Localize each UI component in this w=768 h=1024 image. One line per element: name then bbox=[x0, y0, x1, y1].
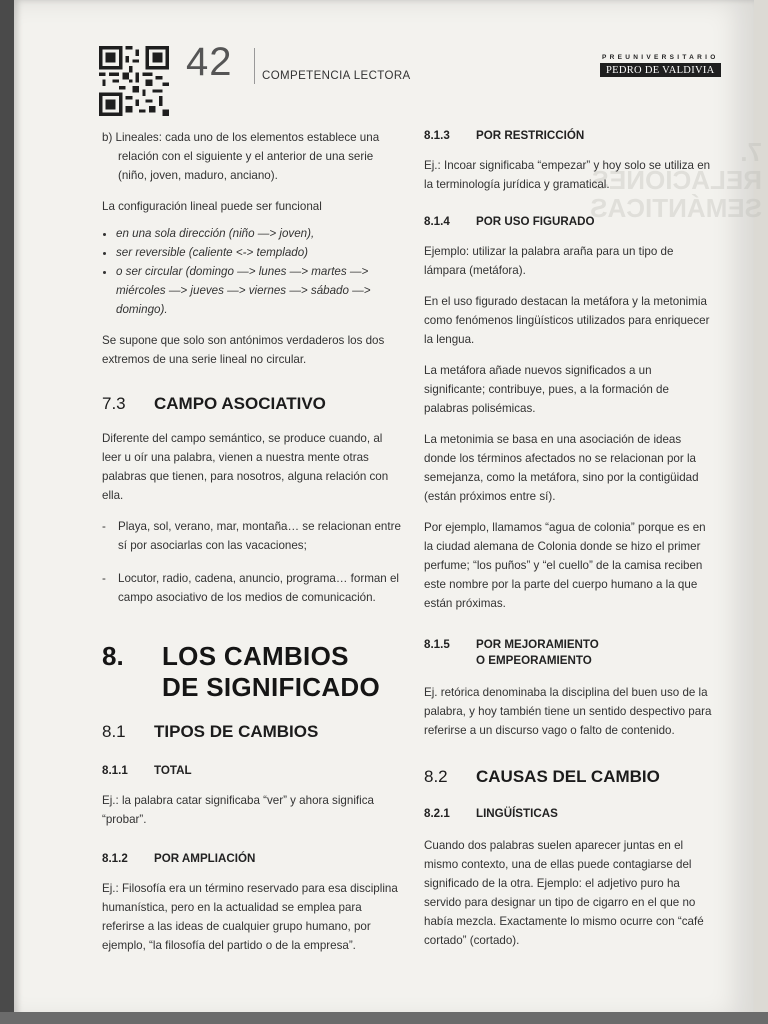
section-8-2-heading bbox=[424, 766, 714, 788]
brand-logo: PEDRO DE VALDIVIA bbox=[600, 63, 721, 77]
book-page bbox=[14, 0, 762, 1020]
mejoramiento-example: Ej. retórica denominaba la disciplina del buen uso de la palabra, y hoy también tiene un sentido despectivo para referirse a un discurso vago o falto de contenido. bbox=[424, 686, 712, 737]
chapter-number: 8. bbox=[102, 641, 124, 671]
page-number: 42 bbox=[186, 40, 233, 84]
header-divider bbox=[254, 48, 255, 84]
chapter-title bbox=[162, 641, 380, 703]
subsection-8-1-2-heading bbox=[102, 851, 404, 867]
subsection-number: 8.1.5 bbox=[424, 638, 450, 651]
section-number: 8.2 bbox=[424, 767, 448, 786]
brand-tagline: PREUNIVERSITARIO bbox=[602, 54, 719, 61]
campo-asociativo-list bbox=[102, 517, 404, 607]
subsection-title: POR RESTRICCIÓN bbox=[476, 129, 585, 142]
show-through-text: 7. RELACIONES SEMÁNTICAS bbox=[590, 137, 762, 223]
config-bullet-list bbox=[102, 224, 404, 319]
section-title: CAUSAS DEL CAMBIO bbox=[476, 767, 660, 786]
list-item: - Locutor, radio, cadena, anuncio, programa… forman el campo asociativo de los medios de comunicación. bbox=[102, 569, 404, 607]
list-item: • ser reversible (caliente <-> templado) bbox=[116, 243, 404, 262]
subsection-8-2-1-heading bbox=[424, 806, 714, 822]
colonia-paragraph: Por ejemplo, llamamos “agua de colonia” porque es en la ciudad alemana de Colonia donde se hizo el primer perfume; “los puños” y “el cuello” de la camisa reciben este nombre por la parte del cuerpo humano a la que están próximas. bbox=[424, 521, 706, 610]
subsection-title: POR USO FIGURADO bbox=[476, 215, 595, 228]
antonimos-paragraph: Se supone que solo son antónimos verdaderos los dos extremos de una serie lineal no circular. bbox=[102, 334, 385, 366]
linguisticas-paragraph: Cuando dos palabras suelen aparecer juntas en el mismo contexto, una de ellas puede contagiarse del significado de la otra. Ejemplo: el adjetivo puro ha servido para designar un tipo de cigarro en el que no había mezcla. Exactamente lo mismo ocurre con “café cortado” (cortado). bbox=[424, 839, 704, 947]
total-example: Ej.: la palabra catar significaba “ver” y ahora significa “probar”. bbox=[102, 794, 374, 826]
section-7-3-heading bbox=[102, 393, 404, 415]
subsection-number: 8.1.1 bbox=[102, 764, 128, 777]
section-8-1-heading bbox=[102, 721, 404, 743]
subsection-number: 8.2.1 bbox=[424, 807, 450, 820]
metonimia-paragraph: La metonimia se basa en una asociación de ideas donde los términos afectados no se relacionan por la semejanza, como la metáfora, sino por la contigüidad (están próximos entre sí). bbox=[424, 433, 699, 503]
subsection-title bbox=[476, 637, 599, 669]
subsection-title-line-2: O EMPEORAMIENTO bbox=[476, 654, 592, 667]
restriccion-example: Ej.: Incoar significaba “empezar” y hoy solo se utiliza en la terminología jurídica y gramatical. bbox=[424, 159, 711, 191]
qr-code-icon bbox=[96, 46, 172, 116]
subsection-title: LINGÜÍSTICAS bbox=[476, 807, 558, 820]
section-title: CAMPO ASOCIATIVO bbox=[154, 394, 326, 413]
item-b-paragraph: b) Lineales: cada uno de los elementos establece una relación con el siguiente y el anterior de una serie (niño, joven, maduro, anciano). bbox=[102, 131, 380, 182]
section-title: TIPOS DE CAMBIOS bbox=[154, 722, 319, 741]
scan-bottom-edge bbox=[0, 1012, 768, 1024]
subsection-number: 8.1.4 bbox=[424, 215, 450, 228]
section-number: 7.3 bbox=[102, 394, 126, 413]
figurado-paragraph: En el uso figurado destacan la metáfora y la metonimia como fenómenos lingüísticos utilizados para enriquecer la lengua. bbox=[424, 295, 710, 346]
ampliacion-example: Ej.: Filosofía era un término reservado para esa disciplina humanística, pero en la actualidad se emplea para referirse a las ideas de cualquier grupo humano, por ejemplo, “la filosofía del partido o de la empresa”. bbox=[102, 882, 398, 952]
metafora-paragraph: La metáfora añade nuevos significados a un significante; contribuye, pues, a la formación de palabras polisémicas. bbox=[424, 364, 669, 415]
chapter-title-line-2: DE SIGNIFICADO bbox=[162, 672, 380, 702]
subsection-title-line-1: POR MEJORAMIENTO bbox=[476, 638, 599, 651]
config-paragraph: La configuración lineal puede ser funcional bbox=[102, 200, 322, 213]
section-number: 8.1 bbox=[102, 722, 126, 741]
running-header-section: COMPETENCIA LECTORA bbox=[262, 70, 411, 82]
right-column bbox=[424, 128, 714, 950]
figurado-example: Ejemplo: utilizar la palabra araña para un tipo de lámpara (metáfora). bbox=[424, 245, 674, 277]
subsection-number: 8.1.3 bbox=[424, 129, 450, 142]
chapter-8-heading bbox=[102, 641, 404, 703]
list-item: • o ser circular (domingo —> lunes —> martes —> miércoles —> jueves —> viernes —> sábado —> domingo). bbox=[116, 262, 404, 319]
subsection-8-1-4-heading bbox=[424, 214, 714, 230]
subsection-8-1-1-heading bbox=[102, 763, 404, 779]
list-item: - Playa, sol, verano, mar, montaña… se relacionan entre sí por asociarlas con las vacaciones; bbox=[102, 517, 404, 555]
left-column bbox=[102, 128, 404, 955]
campo-asociativo-paragraph: Diferente del campo semántico, se produce cuando, al leer u oír una palabra, vienen a nuestra mente otras palabras que tienen, para nosotros, alguna relación con ella. bbox=[102, 432, 389, 502]
list-item: • en una sola dirección (niño —> joven), bbox=[116, 224, 404, 243]
subsection-8-1-5-heading bbox=[424, 637, 714, 669]
chapter-title-line-1: LOS CAMBIOS bbox=[162, 641, 349, 671]
subsection-title: POR AMPLIACIÓN bbox=[154, 852, 256, 865]
subsection-number: 8.1.2 bbox=[102, 852, 128, 865]
subsection-8-1-3-heading bbox=[424, 128, 714, 144]
subsection-title: TOTAL bbox=[154, 764, 192, 777]
scan-left-edge bbox=[0, 0, 14, 1024]
